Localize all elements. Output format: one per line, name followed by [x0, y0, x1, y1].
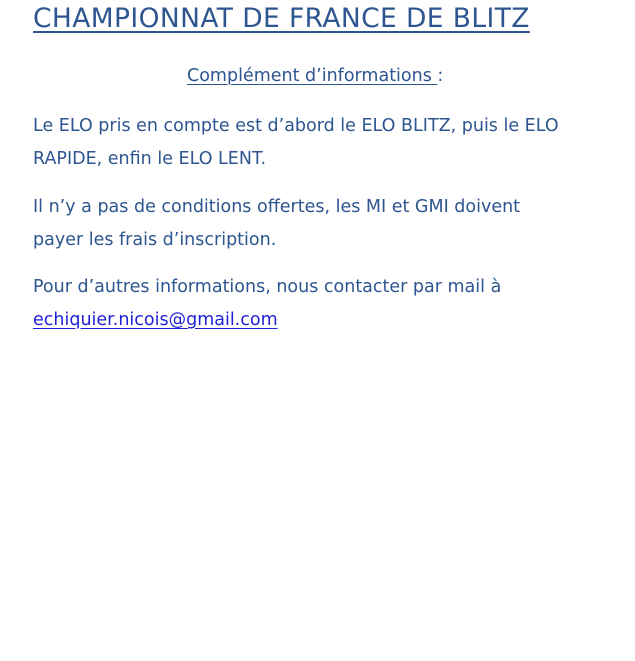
- document-subtitle: [187, 66, 443, 86]
- paragraph-conditions: [33, 191, 623, 257]
- paragraph-contact: [33, 271, 623, 337]
- paragraph-elo-line2: RAPIDE, enfin le ELO LENT.: [33, 149, 267, 169]
- paragraph-conditions-line1: Il n’y a pas de conditions offertes, les MI et GMI doivent: [33, 197, 521, 217]
- subtitle-underlined-text: Complément d’informations: [187, 66, 438, 86]
- subtitle-suffix: :: [437, 66, 444, 86]
- document-title: CHAMPIONNAT DE FRANCE DE BLITZ: [33, 3, 530, 34]
- paragraph-elo-line1: Le ELO pris en compte est d’abord le ELO BLITZ, puis le ELO: [33, 116, 559, 136]
- paragraph-conditions-line2: payer les frais d’inscription.: [33, 230, 277, 250]
- paragraph-contact-line1: Pour d’autres informations, nous contacter par mail à: [33, 277, 502, 297]
- paragraph-elo: [33, 110, 623, 176]
- contact-email-link[interactable]: echiquier.nicois@gmail.com: [33, 310, 278, 330]
